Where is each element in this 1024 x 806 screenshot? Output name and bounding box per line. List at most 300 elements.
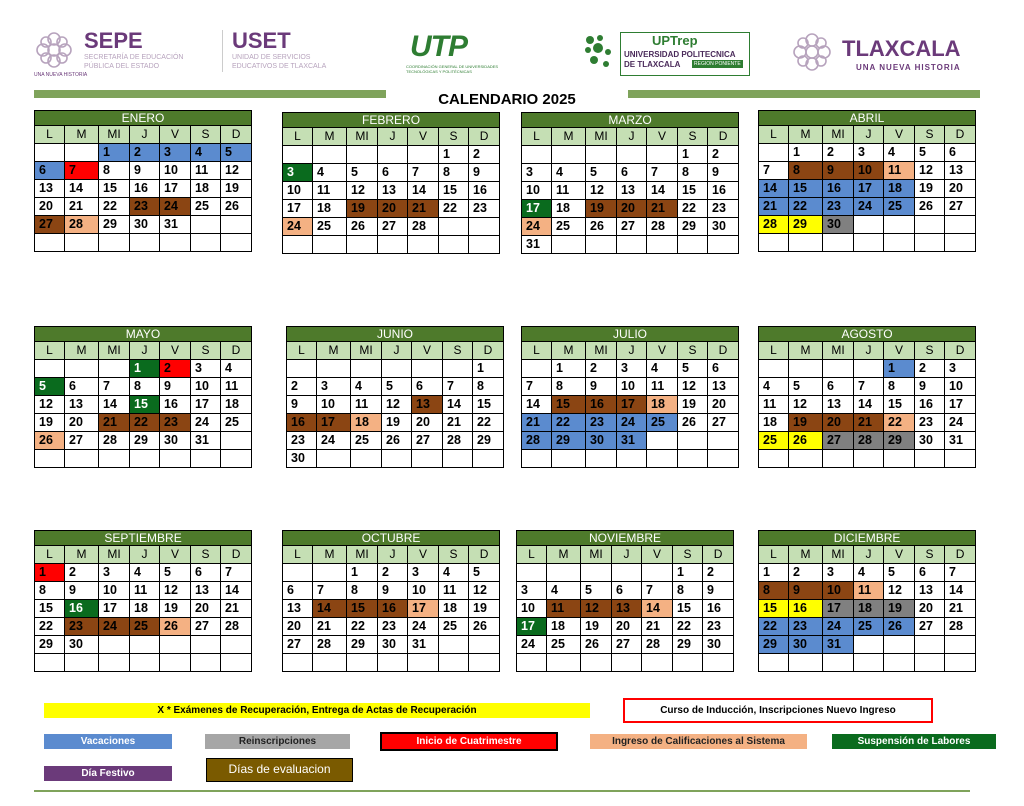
day-cell: 12 bbox=[160, 582, 191, 600]
day-cell: 12 bbox=[382, 396, 412, 414]
day-cell bbox=[313, 236, 347, 254]
day-cell bbox=[130, 654, 160, 672]
month-name: NOVIEMBRE bbox=[517, 531, 734, 546]
day-cell: 21 bbox=[443, 414, 473, 432]
day-cell: 28 bbox=[99, 432, 130, 450]
day-cell bbox=[191, 216, 221, 234]
day-cell: 6 bbox=[823, 378, 854, 396]
day-cell: 28 bbox=[313, 636, 347, 654]
day-cell bbox=[854, 360, 884, 378]
day-cell: 31 bbox=[160, 216, 191, 234]
day-cell: 16 bbox=[915, 396, 945, 414]
day-cell bbox=[35, 144, 65, 162]
week-row bbox=[287, 432, 504, 450]
weekday-header: S bbox=[915, 546, 945, 564]
day-cell bbox=[191, 234, 221, 252]
legend-dias-evaluacion bbox=[206, 758, 353, 782]
day-cell bbox=[552, 450, 586, 468]
day-cell: 22 bbox=[673, 618, 703, 636]
day-cell bbox=[378, 146, 408, 164]
day-cell: 29 bbox=[759, 636, 789, 654]
day-cell: 9 bbox=[823, 162, 854, 180]
day-cell: 6 bbox=[412, 378, 443, 396]
weekday-header: M bbox=[65, 126, 99, 144]
week-row bbox=[35, 234, 252, 252]
day-cell: 26 bbox=[586, 218, 617, 236]
day-cell: 4 bbox=[547, 582, 581, 600]
weekday-header: M bbox=[65, 342, 99, 360]
page-title: CALENDARIO 2025 bbox=[438, 91, 576, 108]
week-row bbox=[522, 414, 739, 432]
day-cell: 13 bbox=[708, 378, 739, 396]
uptrep-logo bbox=[582, 30, 752, 78]
day-cell: 23 bbox=[130, 198, 160, 216]
day-cell: 6 bbox=[612, 582, 642, 600]
day-cell: 30 bbox=[65, 636, 99, 654]
day-cell: 22 bbox=[552, 414, 586, 432]
day-cell: 27 bbox=[191, 618, 221, 636]
day-cell: 2 bbox=[703, 564, 734, 582]
weekday-header: J bbox=[617, 128, 647, 146]
week-row bbox=[283, 236, 500, 254]
day-cell bbox=[854, 654, 884, 672]
day-cell: 10 bbox=[191, 378, 221, 396]
weekday-header: J bbox=[378, 128, 408, 146]
weekday-header: D bbox=[469, 546, 500, 564]
day-cell: 7 bbox=[854, 378, 884, 396]
day-cell bbox=[191, 636, 221, 654]
day-cell: 15 bbox=[678, 182, 708, 200]
month-name: MARZO bbox=[522, 113, 739, 128]
day-cell: 7 bbox=[408, 164, 439, 182]
day-cell: 23 bbox=[915, 414, 945, 432]
day-cell: 25 bbox=[439, 618, 469, 636]
day-cell bbox=[586, 450, 617, 468]
day-cell: 21 bbox=[99, 414, 130, 432]
day-cell: 18 bbox=[884, 180, 915, 198]
day-cell: 20 bbox=[945, 180, 976, 198]
day-cell: 8 bbox=[759, 582, 789, 600]
day-cell: 4 bbox=[759, 378, 789, 396]
day-cell: 26 bbox=[469, 618, 500, 636]
day-cell: 6 bbox=[617, 164, 647, 182]
day-cell bbox=[221, 234, 252, 252]
week-row bbox=[283, 654, 500, 672]
week-row bbox=[759, 360, 976, 378]
weekday-header: D bbox=[469, 128, 500, 146]
weekday-header: M bbox=[547, 546, 581, 564]
day-cell: 11 bbox=[351, 396, 382, 414]
week-row bbox=[522, 432, 739, 450]
week-row bbox=[522, 378, 739, 396]
tlaxcala-tag: UNA NUEVA HISTORIA bbox=[856, 63, 961, 72]
day-cell bbox=[522, 360, 552, 378]
week-row bbox=[283, 218, 500, 236]
sepe-tag: UNA NUEVA HISTORIA bbox=[34, 72, 88, 78]
day-cell: 22 bbox=[347, 618, 378, 636]
legend-inicio-cuatrimestre bbox=[380, 732, 558, 751]
day-cell bbox=[759, 234, 789, 252]
day-cell: 24 bbox=[517, 636, 547, 654]
day-cell: 9 bbox=[708, 164, 739, 182]
day-cell: 1 bbox=[130, 360, 160, 378]
weekday-header: M bbox=[552, 128, 586, 146]
day-cell: 5 bbox=[382, 378, 412, 396]
day-cell: 24 bbox=[854, 198, 884, 216]
weekday-header: V bbox=[884, 342, 915, 360]
weekday-header: V bbox=[412, 342, 443, 360]
day-cell: 27 bbox=[283, 636, 313, 654]
day-cell bbox=[884, 636, 915, 654]
day-cell: 22 bbox=[759, 618, 789, 636]
day-cell bbox=[160, 234, 191, 252]
day-cell: 25 bbox=[884, 198, 915, 216]
day-cell: 29 bbox=[347, 636, 378, 654]
weekday-header: MI bbox=[351, 342, 382, 360]
day-cell: 27 bbox=[915, 618, 945, 636]
day-cell: 12 bbox=[469, 582, 500, 600]
day-cell: 30 bbox=[708, 218, 739, 236]
weekday-header: M bbox=[313, 546, 347, 564]
day-cell: 11 bbox=[552, 182, 586, 200]
day-cell bbox=[617, 236, 647, 254]
day-cell: 26 bbox=[915, 198, 945, 216]
day-cell: 19 bbox=[789, 414, 823, 432]
day-cell: 5 bbox=[160, 564, 191, 582]
day-cell: 27 bbox=[945, 198, 976, 216]
week-row bbox=[759, 618, 976, 636]
weekday-header: MI bbox=[99, 546, 130, 564]
day-cell: 17 bbox=[522, 200, 552, 218]
weekday-header: L bbox=[287, 342, 317, 360]
day-cell bbox=[708, 236, 739, 254]
day-cell: 5 bbox=[586, 164, 617, 182]
weekday-header: V bbox=[647, 128, 678, 146]
weekday-header: J bbox=[854, 126, 884, 144]
day-cell: 28 bbox=[443, 432, 473, 450]
day-cell bbox=[945, 450, 976, 468]
week-row bbox=[759, 450, 976, 468]
day-cell: 11 bbox=[647, 378, 678, 396]
week-row bbox=[35, 450, 252, 468]
week-row bbox=[287, 450, 504, 468]
day-cell: 4 bbox=[647, 360, 678, 378]
day-cell: 21 bbox=[408, 200, 439, 218]
legend-suspension-labores bbox=[832, 734, 996, 749]
month-febrero bbox=[282, 112, 500, 254]
week-row bbox=[35, 636, 252, 654]
footer-rule bbox=[34, 790, 970, 792]
day-cell: 4 bbox=[313, 164, 347, 182]
month-marzo bbox=[521, 112, 739, 254]
day-cell bbox=[408, 236, 439, 254]
day-cell: 23 bbox=[469, 200, 500, 218]
day-cell bbox=[642, 654, 673, 672]
day-cell: 14 bbox=[313, 600, 347, 618]
day-cell bbox=[823, 450, 854, 468]
month-julio bbox=[521, 326, 739, 468]
utp-sub-2: TECNOLÓGICAS Y POLITÉCNICAS bbox=[406, 69, 472, 74]
day-cell bbox=[915, 234, 945, 252]
day-cell: 1 bbox=[759, 564, 789, 582]
week-row bbox=[35, 432, 252, 450]
day-cell: 20 bbox=[283, 618, 313, 636]
day-cell: 1 bbox=[552, 360, 586, 378]
day-cell: 4 bbox=[884, 144, 915, 162]
day-cell: 9 bbox=[469, 164, 500, 182]
week-row bbox=[759, 636, 976, 654]
day-cell bbox=[99, 360, 130, 378]
day-cell: 17 bbox=[617, 396, 647, 414]
day-cell: 16 bbox=[378, 600, 408, 618]
utp-title: UTP bbox=[410, 30, 467, 63]
day-cell bbox=[708, 450, 739, 468]
day-cell bbox=[65, 234, 99, 252]
weekday-header: J bbox=[854, 342, 884, 360]
week-row bbox=[35, 396, 252, 414]
legend-curso-label: Curso de Inducción, Inscripciones Nuevo Ingreso bbox=[660, 705, 896, 716]
day-cell: 23 bbox=[287, 432, 317, 450]
day-cell: 9 bbox=[378, 582, 408, 600]
weekday-header: MI bbox=[99, 342, 130, 360]
day-cell bbox=[823, 360, 854, 378]
day-cell bbox=[469, 236, 500, 254]
day-cell bbox=[522, 450, 552, 468]
day-cell: 11 bbox=[221, 378, 252, 396]
weekday-header: S bbox=[443, 342, 473, 360]
day-cell: 24 bbox=[283, 218, 313, 236]
weekday-header: J bbox=[378, 546, 408, 564]
day-cell: 22 bbox=[678, 200, 708, 218]
day-cell bbox=[439, 218, 469, 236]
day-cell: 24 bbox=[408, 618, 439, 636]
day-cell: 16 bbox=[703, 600, 734, 618]
day-cell bbox=[439, 236, 469, 254]
day-cell: 13 bbox=[915, 582, 945, 600]
day-cell: 16 bbox=[469, 182, 500, 200]
day-cell: 26 bbox=[789, 432, 823, 450]
day-cell: 30 bbox=[789, 636, 823, 654]
day-cell: 13 bbox=[191, 582, 221, 600]
day-cell: 21 bbox=[522, 414, 552, 432]
day-cell bbox=[65, 360, 99, 378]
day-cell bbox=[547, 564, 581, 582]
day-cell bbox=[130, 450, 160, 468]
legend-evaluacion-label: Días de evaluacion bbox=[228, 762, 331, 776]
weekday-header: J bbox=[130, 546, 160, 564]
day-cell bbox=[678, 450, 708, 468]
day-cell: 2 bbox=[287, 378, 317, 396]
day-cell bbox=[945, 654, 976, 672]
day-cell: 30 bbox=[287, 450, 317, 468]
day-cell bbox=[854, 234, 884, 252]
day-cell: 29 bbox=[130, 432, 160, 450]
day-cell: 30 bbox=[378, 636, 408, 654]
day-cell: 28 bbox=[647, 218, 678, 236]
day-cell: 29 bbox=[673, 636, 703, 654]
legend-dia-festivo bbox=[44, 766, 172, 781]
week-row bbox=[759, 234, 976, 252]
day-cell: 12 bbox=[221, 162, 252, 180]
day-cell bbox=[469, 636, 500, 654]
day-cell: 16 bbox=[130, 180, 160, 198]
day-cell: 16 bbox=[708, 182, 739, 200]
day-cell: 6 bbox=[35, 162, 65, 180]
weekday-header: S bbox=[915, 342, 945, 360]
day-cell: 11 bbox=[439, 582, 469, 600]
week-row bbox=[283, 146, 500, 164]
day-cell: 16 bbox=[287, 414, 317, 432]
weekday-header: M bbox=[789, 126, 823, 144]
day-cell bbox=[408, 146, 439, 164]
day-cell: 20 bbox=[708, 396, 739, 414]
day-cell: 19 bbox=[469, 600, 500, 618]
day-cell bbox=[313, 564, 347, 582]
day-cell bbox=[915, 654, 945, 672]
day-cell: 28 bbox=[221, 618, 252, 636]
day-cell bbox=[854, 216, 884, 234]
week-row bbox=[283, 636, 500, 654]
weekday-header: L bbox=[35, 546, 65, 564]
uptrep-region: REGION PONIENTE bbox=[694, 61, 741, 67]
day-cell: 5 bbox=[221, 144, 252, 162]
weekday-header: MI bbox=[586, 128, 617, 146]
week-row bbox=[517, 636, 734, 654]
day-cell: 14 bbox=[854, 396, 884, 414]
day-cell bbox=[547, 654, 581, 672]
day-cell: 8 bbox=[884, 378, 915, 396]
day-cell: 19 bbox=[678, 396, 708, 414]
day-cell bbox=[552, 236, 586, 254]
day-cell: 27 bbox=[378, 218, 408, 236]
day-cell bbox=[443, 450, 473, 468]
weekday-header: J bbox=[612, 546, 642, 564]
week-row bbox=[35, 618, 252, 636]
day-cell: 31 bbox=[617, 432, 647, 450]
day-cell: 8 bbox=[35, 582, 65, 600]
day-cell: 24 bbox=[191, 414, 221, 432]
week-row bbox=[283, 200, 500, 218]
week-row bbox=[759, 600, 976, 618]
day-cell: 12 bbox=[581, 600, 612, 618]
weekday-header: S bbox=[678, 128, 708, 146]
day-cell bbox=[347, 654, 378, 672]
day-cell: 8 bbox=[473, 378, 504, 396]
day-cell bbox=[759, 360, 789, 378]
day-cell: 17 bbox=[945, 396, 976, 414]
day-cell: 27 bbox=[412, 432, 443, 450]
day-cell: 1 bbox=[35, 564, 65, 582]
day-cell: 7 bbox=[642, 582, 673, 600]
weekday-header: J bbox=[130, 126, 160, 144]
day-cell: 17 bbox=[317, 414, 351, 432]
uset-sub-1: UNIDAD DE SERVICIOS bbox=[232, 54, 311, 61]
day-cell: 5 bbox=[678, 360, 708, 378]
day-cell bbox=[522, 146, 552, 164]
day-cell: 18 bbox=[191, 180, 221, 198]
day-cell: 25 bbox=[647, 414, 678, 432]
day-cell: 2 bbox=[378, 564, 408, 582]
day-cell bbox=[160, 450, 191, 468]
week-row bbox=[522, 182, 739, 200]
day-cell: 4 bbox=[130, 564, 160, 582]
month-name: FEBRERO bbox=[283, 113, 500, 128]
day-cell: 23 bbox=[703, 618, 734, 636]
day-cell: 9 bbox=[160, 378, 191, 396]
day-cell bbox=[317, 450, 351, 468]
day-cell: 30 bbox=[130, 216, 160, 234]
day-cell: 20 bbox=[65, 414, 99, 432]
day-cell: 28 bbox=[65, 216, 99, 234]
day-cell bbox=[35, 450, 65, 468]
week-row bbox=[35, 654, 252, 672]
day-cell: 14 bbox=[221, 582, 252, 600]
utp-sub-1: COORDINACIÓN GENERAL DE UNIVERSIDADES bbox=[406, 64, 499, 69]
weekday-header: MI bbox=[347, 128, 378, 146]
week-row bbox=[759, 216, 976, 234]
week-row bbox=[759, 162, 976, 180]
weekday-header: J bbox=[617, 342, 647, 360]
week-row bbox=[517, 654, 734, 672]
day-cell: 23 bbox=[708, 200, 739, 218]
day-cell: 25 bbox=[759, 432, 789, 450]
day-cell bbox=[99, 234, 130, 252]
day-cell bbox=[130, 234, 160, 252]
day-cell bbox=[35, 234, 65, 252]
day-cell bbox=[347, 236, 378, 254]
day-cell bbox=[35, 360, 65, 378]
day-cell: 16 bbox=[789, 600, 823, 618]
day-cell: 27 bbox=[617, 218, 647, 236]
day-cell: 3 bbox=[823, 564, 854, 582]
leaf-cluster-icon bbox=[582, 32, 618, 72]
day-cell bbox=[469, 654, 500, 672]
day-cell bbox=[99, 450, 130, 468]
day-cell bbox=[915, 216, 945, 234]
tlaxcala-title: TLAXCALA bbox=[842, 36, 961, 61]
day-cell bbox=[99, 636, 130, 654]
day-cell bbox=[915, 450, 945, 468]
day-cell: 8 bbox=[552, 378, 586, 396]
day-cell bbox=[789, 654, 823, 672]
day-cell bbox=[647, 146, 678, 164]
day-cell: 15 bbox=[473, 396, 504, 414]
day-cell: 11 bbox=[854, 582, 884, 600]
day-cell: 29 bbox=[35, 636, 65, 654]
day-cell: 10 bbox=[517, 600, 547, 618]
day-cell: 7 bbox=[221, 564, 252, 582]
day-cell: 11 bbox=[759, 396, 789, 414]
day-cell bbox=[884, 216, 915, 234]
day-cell: 28 bbox=[759, 216, 789, 234]
weekday-header: V bbox=[160, 126, 191, 144]
month-name: MAYO bbox=[35, 327, 252, 342]
day-cell: 6 bbox=[378, 164, 408, 182]
header-bar-left bbox=[34, 90, 386, 98]
day-cell bbox=[473, 450, 504, 468]
day-cell bbox=[99, 654, 130, 672]
day-cell: 9 bbox=[915, 378, 945, 396]
day-cell: 21 bbox=[313, 618, 347, 636]
day-cell: 18 bbox=[547, 618, 581, 636]
day-cell bbox=[283, 236, 313, 254]
weekday-header: J bbox=[382, 342, 412, 360]
month-noviembre bbox=[516, 530, 734, 672]
day-cell: 8 bbox=[673, 582, 703, 600]
weekday-header: V bbox=[647, 342, 678, 360]
day-cell: 5 bbox=[789, 378, 823, 396]
day-cell bbox=[221, 216, 252, 234]
